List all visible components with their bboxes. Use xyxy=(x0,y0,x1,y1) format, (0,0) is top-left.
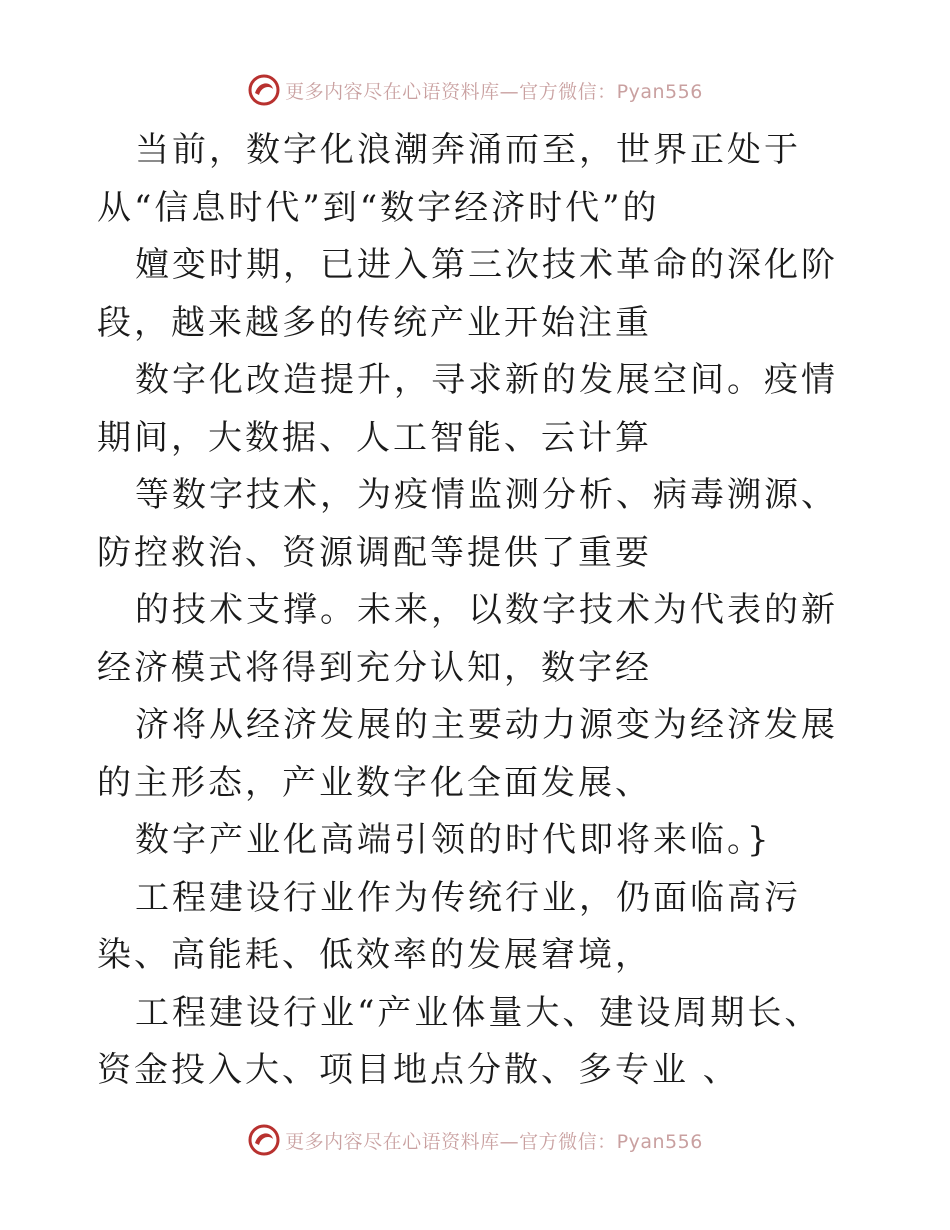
paragraph: 数字化改造提升，寻求新的发展空间。疫情期间，大数据、人工智能、云计算 xyxy=(97,360,838,458)
document-body xyxy=(97,122,857,1100)
header-banner xyxy=(0,70,950,110)
paragraph: 工程建设行业“产业体量大、建设周期长、资金投入大、项目地点分散、多专业 、 xyxy=(97,992,822,1090)
paragraph: 等数字技术，为疫情监测分析、病毒溯源、防控救治、资源调配等提供了重要 xyxy=(97,475,838,573)
paragraph: 当前，数字化浪潮奔涌而至，世界正处于从“信息时代”到“数字经济时代”的 xyxy=(97,130,801,228)
paragraph: 数字产业化高端引领的时代即将来临。} xyxy=(135,820,772,860)
footer-text: 更多内容尽在心语资料库—官方微信：Pyan556 xyxy=(285,1130,703,1153)
paragraph: 嬗变时期，已进入第三次技术革命的深化阶段，越来越多的传统产业开始注重 xyxy=(97,245,838,343)
header-text: 更多内容尽在心语资料库—官方微信：Pyan556 xyxy=(285,80,703,103)
red-swirl-logo-icon xyxy=(247,73,281,107)
paragraph: 济将从经济发展的主要动力源变为经济发展的主形态，产业数字化全面发展、 xyxy=(97,705,838,803)
paragraph: 工程建设行业作为传统行业，仍面临高污染、高能耗、低效率的发展窘境， xyxy=(97,877,801,975)
paragraph: 的技术支撑。未来，以数字技术为代表的新经济模式将得到充分认知，数字经 xyxy=(97,590,838,688)
red-swirl-logo-icon xyxy=(247,1123,281,1157)
footer-banner xyxy=(0,1120,950,1160)
